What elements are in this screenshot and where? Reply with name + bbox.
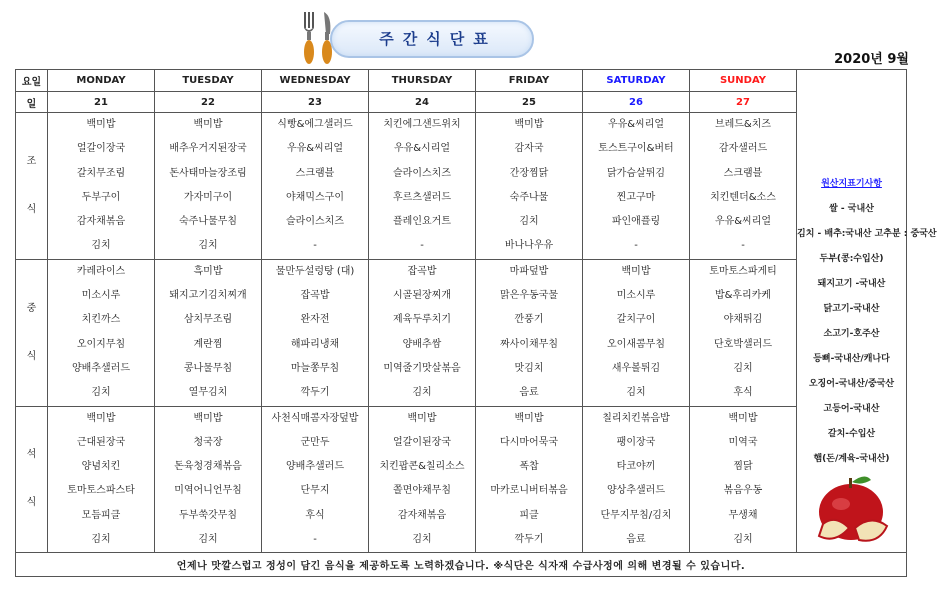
menu-item: 슬라이스치즈 — [286, 216, 344, 228]
origin-item: 오징어-국내산/중국산 — [808, 379, 895, 390]
menu-item: 두부쑥갓무침 — [179, 509, 237, 521]
meal-cell — [690, 113, 797, 260]
menu-item: 양념치킨 — [81, 461, 121, 473]
menu-list — [48, 407, 154, 553]
meal-cell — [583, 113, 690, 260]
menu-list — [583, 260, 689, 406]
menu-item: 단무지무침/김치 — [600, 509, 672, 521]
menu-item: 우유&시리얼 — [393, 143, 451, 155]
menu-item: 후식 — [733, 387, 753, 399]
menu-item: 스크램블 — [723, 167, 763, 179]
menu-list — [690, 407, 796, 553]
menu-item: 음료 — [519, 387, 539, 399]
menu-item: 백미밥 — [407, 412, 437, 424]
menu-item: 볶음우동 — [723, 485, 763, 497]
menu-item: 단무지 — [300, 485, 330, 497]
menu-item: 짜사이채무침 — [500, 338, 558, 350]
meal-cell — [369, 113, 476, 260]
menu-item: 백미밥 — [621, 265, 651, 277]
menu-item: 닭가슴살튀김 — [607, 167, 665, 179]
menu-item: 슬라이스치즈 — [393, 167, 451, 179]
day-saturday: SATURDAY — [583, 70, 690, 92]
menu-item: 김치 — [91, 387, 111, 399]
footer-notice: 언제나 맛깔스럽고 정성이 담긴 음식을 제공하도록 노력하겠습니다. ※식단은 식자재 수급사정에 의해 변경될 수 있습니다. — [16, 553, 907, 577]
menu-item: 우유&씨리얼 — [714, 216, 772, 228]
origin-item: 고등어-국내산 — [823, 404, 880, 415]
day-friday: FRIDAY — [476, 70, 583, 92]
menu-item: 토마토스파게티 — [709, 265, 777, 277]
date-monday: 21 — [48, 92, 155, 113]
menu-item: 얼갈이된장국 — [393, 436, 451, 448]
dinner-row — [16, 406, 907, 553]
menu-item: 김치 — [519, 216, 539, 228]
menu-list — [48, 113, 154, 259]
menu-item: 숙주나물무침 — [179, 216, 237, 228]
menu-list — [369, 407, 475, 553]
date-row — [16, 92, 907, 113]
footer-row — [16, 553, 907, 577]
meal-cell — [262, 113, 369, 260]
menu-item: 후식 — [305, 509, 325, 521]
meal-label-bottom: 식 — [26, 203, 37, 215]
menu-item: 백미밥 — [514, 119, 544, 130]
menu-item: 양상추샐러드 — [607, 485, 665, 497]
menu-item: 우유&씨리얼 — [607, 119, 665, 130]
menu-list — [476, 260, 582, 406]
meal-cell — [48, 259, 155, 406]
menu-item: 청국장 — [193, 436, 223, 448]
menu-item: 열무김치 — [188, 387, 228, 399]
menu-item: - — [420, 240, 424, 252]
menu-item: 양배추샐러드 — [286, 461, 344, 473]
menu-item: 물만두설렁탕 (대) — [275, 265, 355, 277]
menu-item: 마카로니버터볶음 — [490, 485, 568, 497]
meal-cell — [262, 259, 369, 406]
day-wednesday: WEDNESDAY — [262, 70, 369, 92]
menu-item: 감자채볶음 — [76, 216, 126, 228]
menu-list — [48, 260, 154, 406]
menu-item: 카레라이스 — [76, 265, 126, 277]
menu-item: 찜닭 — [733, 461, 753, 473]
meal-cell — [690, 259, 797, 406]
meal-cell — [155, 406, 262, 553]
menu-item: 잡곡밥 — [407, 265, 437, 277]
menu-list — [583, 113, 689, 259]
menu-item: 흑미밥 — [193, 265, 223, 277]
meal-label-top: 조 — [26, 155, 37, 167]
menu-item: 타코야끼 — [616, 461, 656, 473]
meal-cell — [48, 406, 155, 553]
meal-label-top: 중 — [26, 302, 37, 314]
menu-item: 깍두기 — [514, 534, 544, 546]
menu-item: 미소시루 — [81, 290, 121, 302]
menu-item: 배추우거지된장국 — [169, 143, 247, 155]
menu-item: 백미밥 — [193, 119, 223, 130]
menu-item: 가자미구이 — [183, 191, 233, 203]
menu-item: 오이지무침 — [76, 338, 126, 350]
menu-item: 김치 — [198, 534, 218, 546]
page-title: 주간식단표 — [379, 30, 497, 48]
menu-item: 다시마어묵국 — [500, 436, 558, 448]
origin-item: 닭고기-국내산 — [823, 304, 880, 315]
menu-item: 돈사태마늘장조림 — [169, 167, 247, 179]
menu-item: 근대된장국 — [76, 436, 126, 448]
menu-item: - — [634, 240, 638, 252]
meal-label-top: 석 — [26, 449, 37, 461]
menu-item: 김치 — [412, 534, 432, 546]
date-thursday: 24 — [369, 92, 476, 113]
meal-cell — [476, 406, 583, 553]
date-wednesday: 23 — [262, 92, 369, 113]
menu-item: 치킨까스 — [81, 314, 121, 326]
menu-list — [690, 260, 796, 406]
menu-item: - — [313, 534, 317, 546]
day-header-row — [16, 70, 907, 92]
menu-item: 우유&씨리얼 — [286, 143, 344, 155]
menu-item: 음료 — [626, 534, 646, 546]
menu-item: 식빵&에그샐러드 — [277, 119, 353, 130]
menu-item: 파인애플링 — [611, 216, 661, 228]
menu-item: 칠리치킨볶음밥 — [602, 412, 670, 424]
menu-item: 콩나물무침 — [183, 362, 233, 374]
menu-list — [155, 407, 261, 553]
menu-item: 제육두루치기 — [393, 314, 451, 326]
menu-item: 쫄면야채무침 — [393, 485, 451, 497]
menu-item: 김치 — [626, 387, 646, 399]
menu-item: 브레드&치즈 — [714, 119, 772, 130]
menu-item: 치킨텐더&소스 — [710, 191, 776, 203]
menu-item: 숙주나물 — [509, 191, 549, 203]
menu-list — [262, 260, 368, 406]
menu-item: 야채튀김 — [723, 314, 763, 326]
meal-cell — [476, 259, 583, 406]
day-thursday: THURSDAY — [369, 70, 476, 92]
menu-item: 바나나우유 — [504, 240, 554, 252]
menu-item: 삼치무조림 — [183, 314, 233, 326]
menu-item: 미역어니언무침 — [174, 485, 242, 497]
origin-item: 돼지고기 -국내산 — [817, 279, 886, 290]
menu-item: 간장찜닭 — [509, 167, 549, 179]
meal-cell — [583, 406, 690, 553]
menu-item: 계란찜 — [193, 338, 223, 350]
menu-list — [476, 407, 582, 553]
day-sunday: SUNDAY — [690, 70, 797, 92]
menu-list — [369, 260, 475, 406]
date-sunday: 27 — [690, 92, 797, 113]
meal-label-breakfast — [16, 113, 48, 260]
menu-item: 치킨에그샌드위치 — [383, 119, 461, 130]
meal-label-bottom: 식 — [26, 497, 37, 509]
menu-item: 시골된장찌개 — [393, 290, 451, 302]
menu-item: 잡곡밥 — [300, 290, 330, 302]
menu-list — [262, 113, 368, 259]
meal-cell — [583, 259, 690, 406]
menu-list — [369, 113, 475, 259]
menu-item: 양배추샐러드 — [72, 362, 130, 374]
lunch-row — [16, 259, 907, 406]
menu-list — [262, 407, 368, 553]
corner-date: 일 — [16, 92, 48, 113]
meal-label-dinner — [16, 406, 48, 553]
menu-item: 모듬피클 — [81, 509, 121, 521]
menu-item: 토마토스파스타 — [67, 485, 135, 497]
menu-item: 감자샐러드 — [718, 143, 768, 155]
menu-item: 군만두 — [300, 436, 330, 448]
menu-item: 얼갈이장국 — [76, 143, 126, 155]
menu-item: 깍두기 — [300, 387, 330, 399]
meal-cell — [690, 406, 797, 553]
menu-list — [155, 113, 261, 259]
menu-item: 치킨팝콘&칠리소스 — [379, 461, 465, 473]
day-tuesday: TUESDAY — [155, 70, 262, 92]
menu-item: 백미밥 — [86, 412, 116, 424]
menu-item: 완자전 — [300, 314, 330, 326]
menu-item: 김치 — [733, 362, 753, 374]
menu-item: 백미밥 — [514, 412, 544, 424]
menu-item: - — [313, 240, 317, 252]
menu-item: 마파덮밥 — [509, 265, 549, 277]
breakfast-row — [16, 113, 907, 260]
menu-table — [15, 69, 937, 577]
menu-item: 백미밥 — [193, 412, 223, 424]
corner-day: 요일 — [16, 70, 48, 92]
menu-item: 맑은우동국물 — [500, 290, 558, 302]
menu-item: 밥&후리카케 — [714, 290, 772, 302]
menu-item: 후르츠샐러드 — [393, 191, 451, 203]
origin-panel — [797, 70, 937, 553]
meal-label-lunch — [16, 259, 48, 406]
date-friday: 25 — [476, 92, 583, 113]
menu-item: 미역줄기맛살볶음 — [383, 362, 461, 374]
origin-list — [797, 144, 937, 465]
menu-item: 야채믹스구이 — [286, 191, 344, 203]
menu-item: 무생채 — [728, 509, 758, 521]
meal-cell — [476, 113, 583, 260]
origin-item: 햄(돈/계육-국내산) — [813, 454, 890, 465]
menu-item: 김치 — [91, 534, 111, 546]
meal-cell — [262, 406, 369, 553]
menu-item: 사천식매콤자장덮밥 — [271, 412, 359, 424]
origin-item: 소고기-호주산 — [823, 329, 880, 340]
menu-list — [476, 113, 582, 259]
menu-item: 갈치구이 — [616, 314, 656, 326]
menu-item: 피클 — [519, 509, 539, 521]
month-label: 2020년 9월 — [834, 52, 909, 67]
menu-list — [690, 113, 796, 259]
menu-item: 김치 — [412, 387, 432, 399]
menu-item: 미역국 — [728, 436, 758, 448]
meal-cell — [48, 113, 155, 260]
menu-item: 김치 — [733, 534, 753, 546]
menu-item: 백미밥 — [86, 119, 116, 130]
meal-cell — [155, 113, 262, 260]
meal-cell — [369, 259, 476, 406]
date-tuesday: 22 — [155, 92, 262, 113]
menu-item: 팽이장국 — [616, 436, 656, 448]
origin-item: 김치 - 배추:국내산 고추분 : 중국산 — [797, 229, 937, 240]
menu-item: 토스트구이&버터 — [598, 143, 674, 155]
origin-title: 원산지표기사항 — [821, 179, 882, 190]
menu-item: 오이새콤무침 — [607, 338, 665, 350]
menu-item: 김치 — [91, 240, 111, 252]
menu-item: 감자채볶음 — [397, 509, 447, 521]
title-pill — [330, 20, 534, 58]
menu-item: 양배추쌈 — [402, 338, 442, 350]
menu-item: 두부구이 — [81, 191, 121, 203]
meal-cell — [155, 259, 262, 406]
menu-item: 단호박샐러드 — [714, 338, 772, 350]
origin-item: 등뼈-국내산/캐나다 — [813, 354, 890, 365]
menu-item: 미소시루 — [616, 290, 656, 302]
origin-item: 쌀 - 국내산 — [829, 204, 874, 215]
menu-item: 플레인요거트 — [393, 216, 451, 228]
menu-item: 새우볼튀김 — [611, 362, 661, 374]
header — [0, 0, 925, 70]
menu-list — [583, 407, 689, 553]
origin-item: 갈치-수입산 — [827, 429, 876, 440]
meal-cell — [369, 406, 476, 553]
menu-item: 돼지고기김치찌개 — [169, 290, 247, 302]
menu-item: 깐풍기 — [514, 314, 544, 326]
menu-item: - — [741, 240, 745, 252]
menu-item: 김치 — [198, 240, 218, 252]
date-saturday: 26 — [583, 92, 690, 113]
menu-item: 스크램블 — [295, 167, 335, 179]
menu-item: 찐고구마 — [616, 191, 656, 203]
origin-item: 두부(콩:수입산) — [819, 254, 884, 265]
menu-item: 맛김치 — [514, 362, 544, 374]
menu-item: 마늘쫑무침 — [290, 362, 340, 374]
menu-item: 폭찹 — [519, 461, 539, 473]
menu-item: 돈육청경채볶음 — [174, 461, 242, 473]
menu-item: 감자국 — [514, 143, 544, 155]
menu-item: 백미밥 — [728, 412, 758, 424]
menu-item: 해파리냉채 — [290, 338, 340, 350]
day-monday: MONDAY — [48, 70, 155, 92]
menu-list — [155, 260, 261, 406]
apple-icon — [805, 468, 897, 548]
menu-item: 갈치무조림 — [76, 167, 126, 179]
meal-label-bottom: 식 — [26, 350, 37, 362]
